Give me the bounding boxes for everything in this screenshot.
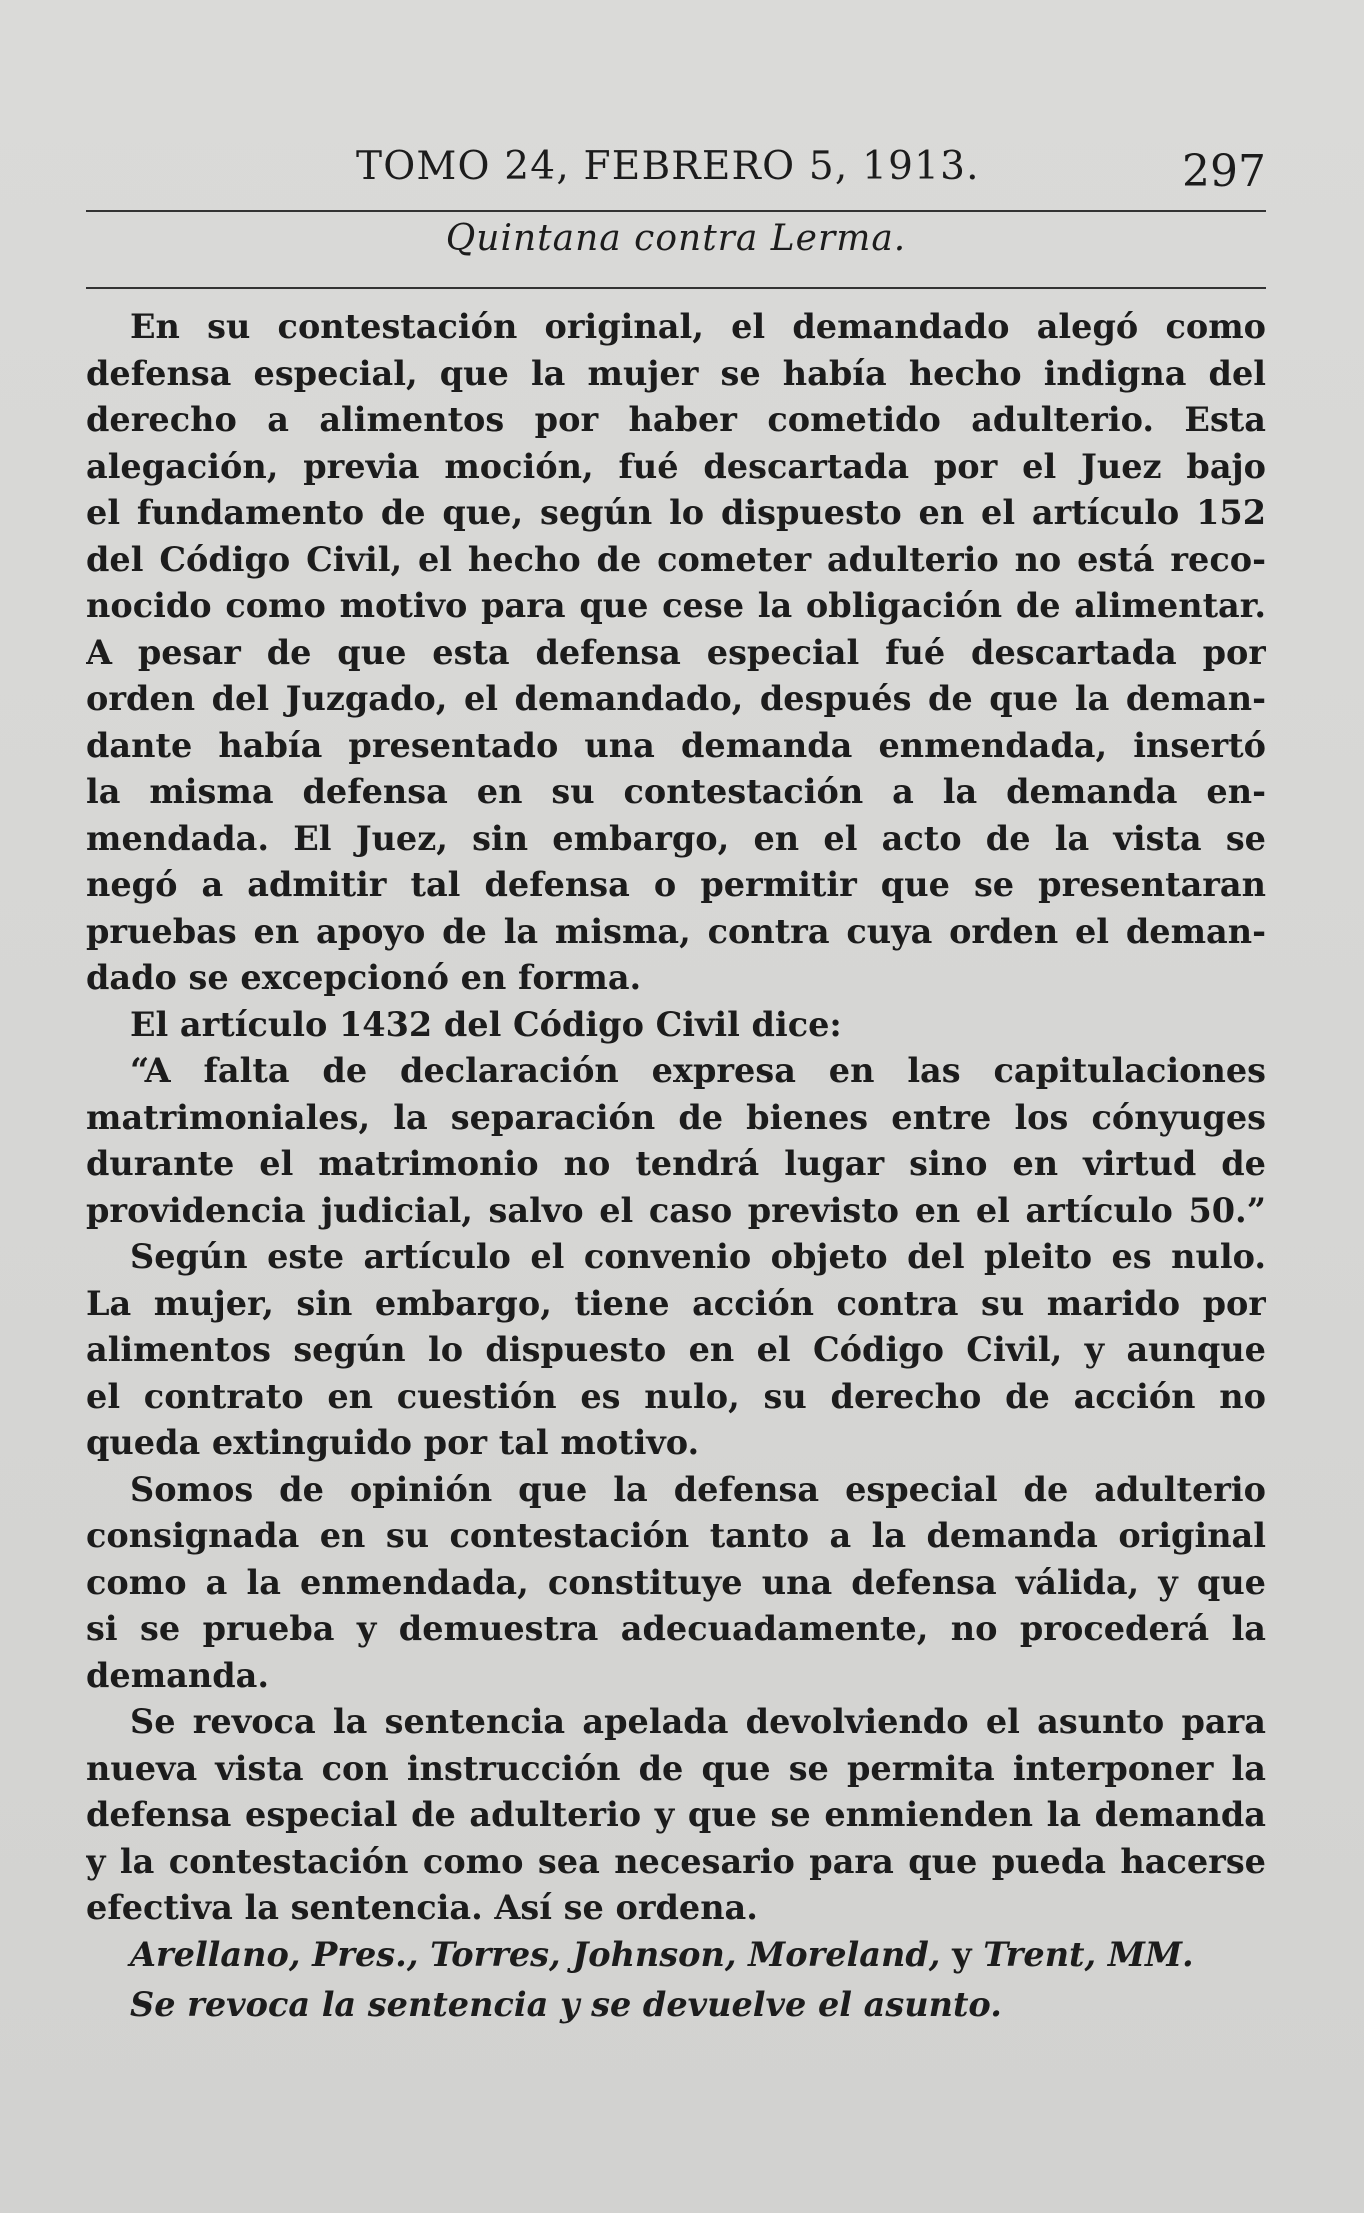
text-line: Somos de opinión que la defensa especial de adulterio	[130, 1469, 1266, 1509]
text-line: consignada en su contestación tanto a la demanda original	[86, 1516, 1266, 1555]
text-line: providencia judicial, salvo el caso previsto en el artículo 50.”	[86, 1190, 1266, 1230]
text-line: efectiva la sentencia. Así se ordena.	[86, 1888, 758, 1927]
text-line: defensa especial, que la mujer se había hecho indigna del	[86, 353, 1266, 393]
text-line: “A falta de declaración expresa en las capitulaciones	[130, 1051, 1266, 1090]
text-line: derecho a alimentos por haber cometido adulterio. Esta	[86, 400, 1266, 439]
text-line: Se revoca la sentencia apelada devolviendo el asunto para	[130, 1702, 1266, 1741]
text-line: la misma defensa en su contestación a la demanda en-	[86, 772, 1266, 811]
text-line: A pesar de que esta defensa especial fué descartada por	[86, 632, 1266, 672]
text-line: el fundamento de que, según lo dispuesto en el artículo 152	[86, 493, 1266, 532]
text-line: defensa especial de adulterio y que se enmienden la demanda	[86, 1795, 1266, 1834]
text-line: demanda.	[86, 1655, 270, 1695]
text-line: El artículo 1432 del Código Civil dice:	[130, 1004, 842, 1044]
page-header	[86, 138, 1266, 208]
text-line: y la contestación como sea necesario para que pueda hacerse	[86, 1841, 1266, 1881]
signature-justices: Arellano, Pres., Torres, Johnson, Moreland,	[130, 1934, 941, 1974]
text-line: En su contestación original, el demandado alegó como	[130, 307, 1266, 346]
text-line: alegación, previa moción, fué descartada por el Juez bajo	[86, 446, 1266, 486]
signature-line	[86, 1932, 1266, 1979]
title-rule	[86, 287, 1266, 289]
running-head: TOMO 24, FEBRERO 5, 1913.	[356, 144, 980, 189]
text-line: dado se excepcionó en forma.	[86, 958, 642, 997]
text-line: Según este artículo el convenio objeto del pleito es nulo.	[130, 1237, 1266, 1276]
text-line: queda extinguido por tal motivo.	[86, 1423, 700, 1462]
body-text	[86, 304, 1266, 2029]
text-line: negó a admitir tal defensa o permitir que se presentaran	[86, 865, 1266, 904]
text-line: si se prueba y demuestra adecuadamente, no procederá la	[86, 1609, 1266, 1648]
header-rule	[86, 210, 1266, 212]
text-line: del Código Civil, el hecho de cometer adulterio no está reco-	[86, 539, 1266, 579]
page-number: 297	[1182, 146, 1266, 197]
text-line: durante el matrimonio no tendrá lugar sino en virtud de	[86, 1144, 1266, 1183]
text-line: nueva vista con instrucción de que se permita interponer la	[86, 1748, 1266, 1788]
text-lines	[86, 304, 1266, 1932]
text-line: el contrato en cuestión es nulo, su derecho de acción no	[86, 1376, 1266, 1416]
text-line: La mujer, sin embargo, tiene acción contra su marido por	[86, 1283, 1266, 1323]
text-line: alimentos según lo dispuesto en el Código Civil, y aunque	[86, 1330, 1266, 1369]
text-line: matrimoniales, la separación de bienes entre los cónyuges	[86, 1097, 1266, 1137]
text-line: dante había presentado una demanda enmendada, insertó	[86, 725, 1266, 765]
text-line: como a la enmendada, constituye una defensa válida, y que	[86, 1562, 1266, 1602]
signature-last: Trent, MM.	[983, 1934, 1194, 1974]
disposition: Se revoca la sentencia y se devuelve el asunto.	[130, 1985, 1002, 2024]
text-line: nocido como motivo para que cese la obligación de alimentar.	[86, 586, 1266, 625]
case-title: Quintana contra Lerma.	[445, 218, 907, 259]
signature-conjunction: y	[952, 1934, 972, 1974]
text-line: mendada. El Juez, sin embargo, en el acto de la vista se	[86, 818, 1266, 858]
text-line: pruebas en apoyo de la misma, contra cuya orden el deman-	[86, 911, 1266, 951]
text-line: orden del Juzgado, el demandado, después de que la deman-	[86, 679, 1266, 718]
